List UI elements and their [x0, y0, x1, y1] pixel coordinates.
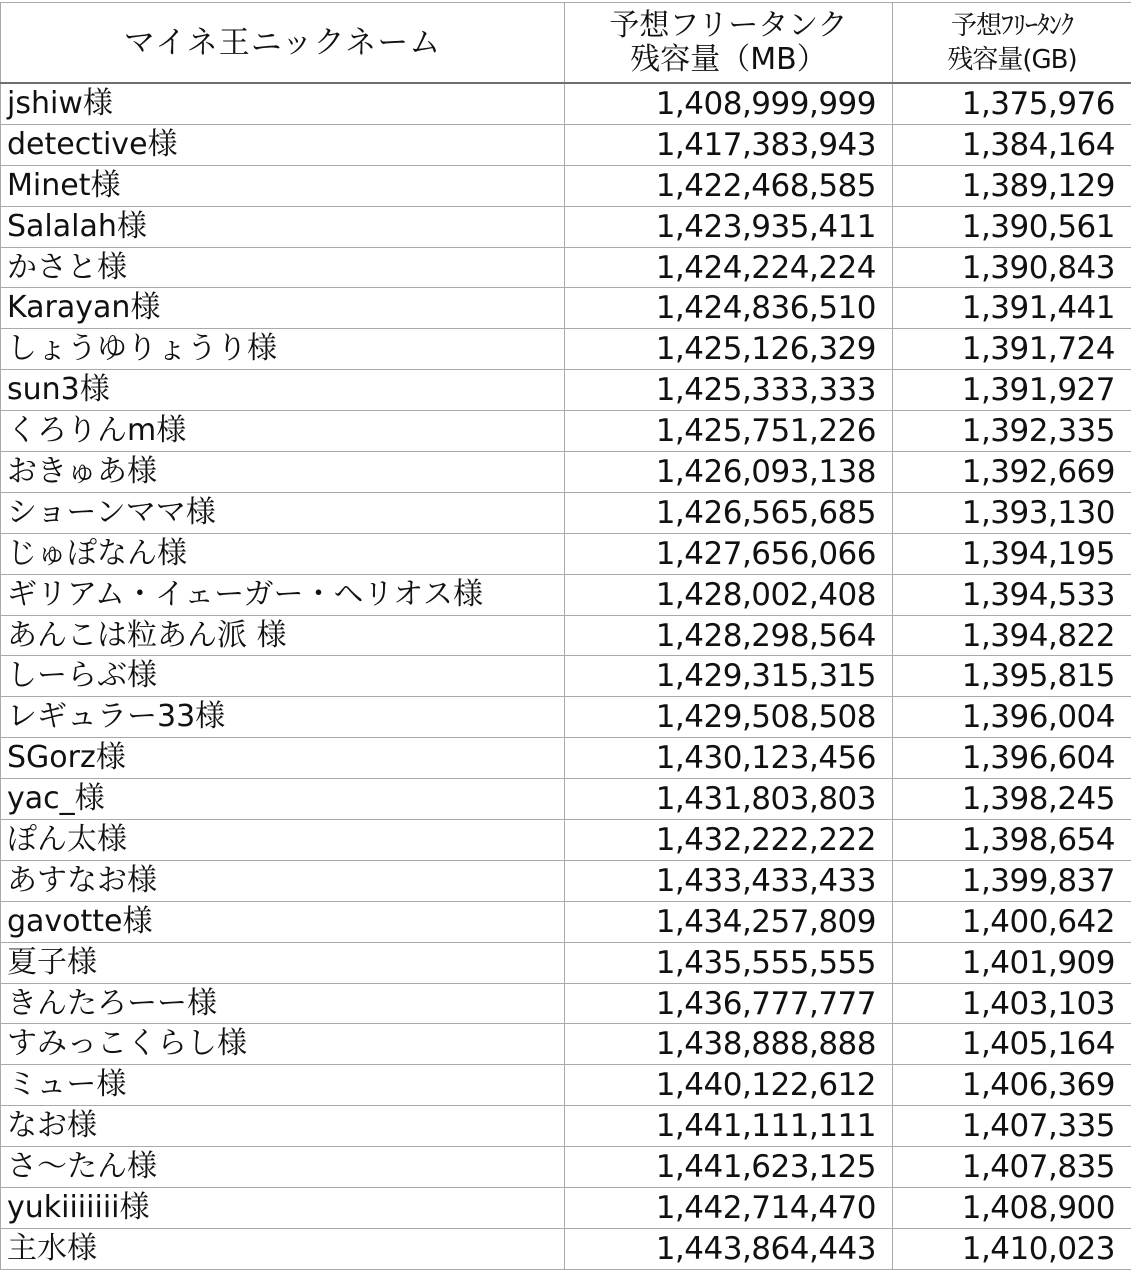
remaining-mb-cell[interactable]: 1,440,122,612	[565, 1065, 893, 1106]
table-row	[1, 533, 1131, 574]
nickname-cell[interactable]: なお様	[1, 1106, 565, 1147]
remaining-gb-cell[interactable]: 1,393,130	[893, 492, 1131, 533]
remaining-mb-cell[interactable]: 1,426,565,685	[565, 492, 893, 533]
remaining-gb-cell[interactable]: 1,407,835	[893, 1147, 1131, 1188]
remaining-mb-cell[interactable]: 1,424,836,510	[565, 288, 893, 329]
remaining-mb-cell[interactable]: 1,425,126,329	[565, 329, 893, 370]
remaining-mb-cell[interactable]: 1,417,383,943	[565, 124, 893, 165]
remaining-gb-cell[interactable]: 1,394,195	[893, 533, 1131, 574]
remaining-gb-cell[interactable]: 1,398,654	[893, 820, 1131, 861]
remaining-gb-cell[interactable]: 1,384,164	[893, 124, 1131, 165]
remaining-mb-cell[interactable]: 1,424,224,224	[565, 247, 893, 288]
remaining-gb-cell[interactable]: 1,391,927	[893, 370, 1131, 411]
header-mb-line2: 残容量（MB）	[630, 41, 827, 77]
remaining-mb-cell[interactable]: 1,441,111,111	[565, 1106, 893, 1147]
header-nickname[interactable]	[1, 3, 565, 84]
table-row	[1, 288, 1131, 329]
remaining-gb-cell[interactable]: 1,405,164	[893, 1024, 1131, 1065]
remaining-gb-cell[interactable]: 1,394,533	[893, 574, 1131, 615]
table-row	[1, 329, 1131, 370]
nickname-cell[interactable]: あんこは粒あん派 様	[1, 615, 565, 656]
table-row	[1, 656, 1131, 697]
table-row	[1, 452, 1131, 493]
remaining-gb-cell[interactable]: 1,390,843	[893, 247, 1131, 288]
table-row	[1, 206, 1131, 247]
header-gb-line1: 予想ﾌﾘｰﾀﾝｸ	[950, 10, 1073, 41]
nickname-cell[interactable]: くろりんm様	[1, 411, 565, 452]
nickname-cell[interactable]: yac_様	[1, 779, 565, 820]
header-remaining-mb[interactable]	[565, 3, 893, 84]
remaining-mb-cell[interactable]: 1,441,623,125	[565, 1147, 893, 1188]
nickname-cell[interactable]: おきゅあ様	[1, 452, 565, 493]
nickname-cell[interactable]: yukiiiiiii様	[1, 1188, 565, 1229]
table-row	[1, 83, 1131, 124]
nickname-cell[interactable]: レギュラー33様	[1, 697, 565, 738]
remaining-mb-cell[interactable]: 1,436,777,777	[565, 983, 893, 1024]
nickname-cell[interactable]: きんたろーー様	[1, 983, 565, 1024]
remaining-gb-cell[interactable]: 1,395,815	[893, 656, 1131, 697]
remaining-gb-cell[interactable]: 1,392,669	[893, 452, 1131, 493]
nickname-cell[interactable]: 夏子様	[1, 942, 565, 983]
nickname-cell[interactable]: ギリアム・イェーガー・ヘリオス様	[1, 574, 565, 615]
table-row	[1, 1147, 1131, 1188]
remaining-mb-cell[interactable]: 1,429,315,315	[565, 656, 893, 697]
table-row	[1, 820, 1131, 861]
remaining-mb-cell[interactable]: 1,425,751,226	[565, 411, 893, 452]
remaining-gb-cell[interactable]: 1,389,129	[893, 165, 1131, 206]
nickname-cell[interactable]: sun3様	[1, 370, 565, 411]
nickname-cell[interactable]: Salalah様	[1, 206, 565, 247]
remaining-gb-cell[interactable]: 1,391,724	[893, 329, 1131, 370]
remaining-mb-cell[interactable]: 1,442,714,470	[565, 1188, 893, 1229]
nickname-cell[interactable]: あすなお様	[1, 860, 565, 901]
nickname-cell[interactable]: SGorz様	[1, 738, 565, 779]
remaining-gb-cell[interactable]: 1,403,103	[893, 983, 1131, 1024]
nickname-cell[interactable]: detective様	[1, 124, 565, 165]
nickname-cell[interactable]: かさと様	[1, 247, 565, 288]
table-row	[1, 165, 1131, 206]
remaining-gb-cell[interactable]: 1,394,822	[893, 615, 1131, 656]
table-row	[1, 411, 1131, 452]
table-row	[1, 1024, 1131, 1065]
nickname-cell[interactable]: さ～たん様	[1, 1147, 565, 1188]
nickname-cell[interactable]: じゅぽなん様	[1, 533, 565, 574]
table-row	[1, 901, 1131, 942]
remaining-gb-cell[interactable]: 1,406,369	[893, 1065, 1131, 1106]
remaining-gb-cell[interactable]: 1,398,245	[893, 779, 1131, 820]
remaining-mb-cell[interactable]: 1,428,298,564	[565, 615, 893, 656]
remaining-gb-cell[interactable]: 1,396,604	[893, 738, 1131, 779]
header-gb-line2: 残容量(GB)	[947, 44, 1077, 75]
nickname-cell[interactable]: Minet様	[1, 165, 565, 206]
header-remaining-gb[interactable]	[893, 3, 1131, 84]
remaining-mb-cell[interactable]: 1,431,803,803	[565, 779, 893, 820]
remaining-gb-cell[interactable]: 1,399,837	[893, 860, 1131, 901]
remaining-mb-cell[interactable]: 1,426,093,138	[565, 452, 893, 493]
nickname-cell[interactable]: すみっこくらし様	[1, 1024, 565, 1065]
table-row	[1, 942, 1131, 983]
remaining-mb-cell[interactable]: 1,427,656,066	[565, 533, 893, 574]
nickname-cell[interactable]: Karayan様	[1, 288, 565, 329]
table-row	[1, 492, 1131, 533]
table-row	[1, 370, 1131, 411]
remaining-mb-cell[interactable]: 1,423,935,411	[565, 206, 893, 247]
remaining-gb-cell[interactable]: 1,375,976	[893, 83, 1131, 124]
remaining-mb-cell[interactable]: 1,443,864,443	[565, 1228, 893, 1269]
remaining-gb-cell[interactable]: 1,396,004	[893, 697, 1131, 738]
table-row	[1, 247, 1131, 288]
remaining-gb-cell[interactable]: 1,401,909	[893, 942, 1131, 983]
table-row	[1, 1228, 1131, 1269]
table-row	[1, 860, 1131, 901]
nickname-cell[interactable]: しーらぶ様	[1, 656, 565, 697]
remaining-mb-cell[interactable]: 1,429,508,508	[565, 697, 893, 738]
remaining-mb-cell[interactable]: 1,432,222,222	[565, 820, 893, 861]
remaining-mb-cell[interactable]: 1,438,888,888	[565, 1024, 893, 1065]
header-row	[1, 3, 1131, 84]
remaining-mb-cell[interactable]: 1,422,468,585	[565, 165, 893, 206]
nickname-cell[interactable]: 主水様	[1, 1228, 565, 1269]
remaining-mb-cell[interactable]: 1,435,555,555	[565, 942, 893, 983]
table-row	[1, 697, 1131, 738]
remaining-mb-cell[interactable]: 1,434,257,809	[565, 901, 893, 942]
remaining-gb-cell[interactable]: 1,390,561	[893, 206, 1131, 247]
nickname-cell[interactable]: ぽん太様	[1, 820, 565, 861]
header-nickname-label: マイネ王ニックネーム	[123, 24, 442, 61]
nickname-cell[interactable]: gavotte様	[1, 901, 565, 942]
table-row	[1, 738, 1131, 779]
table-row	[1, 779, 1131, 820]
table-row	[1, 574, 1131, 615]
remaining-gb-cell[interactable]: 1,408,900	[893, 1188, 1131, 1229]
table-row	[1, 124, 1131, 165]
nickname-cell[interactable]: jshiw様	[1, 83, 565, 124]
table-row	[1, 983, 1131, 1024]
remaining-gb-cell[interactable]: 1,410,023	[893, 1228, 1131, 1269]
remaining-mb-cell[interactable]: 1,408,999,999	[565, 83, 893, 124]
table-row	[1, 1106, 1131, 1147]
table-row	[1, 1188, 1131, 1229]
header-mb-line1: 予想フリータンク	[609, 7, 848, 43]
nickname-cell[interactable]: しょうゆりょうり様	[1, 329, 565, 370]
remaining-mb-cell[interactable]: 1,433,433,433	[565, 860, 893, 901]
nickname-cell[interactable]: ミュー様	[1, 1065, 565, 1106]
remaining-mb-cell[interactable]: 1,430,123,456	[565, 738, 893, 779]
remaining-gb-cell[interactable]: 1,400,642	[893, 901, 1131, 942]
free-tank-prediction-table	[0, 2, 1131, 1270]
table-row	[1, 1065, 1131, 1106]
remaining-gb-cell[interactable]: 1,391,441	[893, 288, 1131, 329]
remaining-mb-cell[interactable]: 1,425,333,333	[565, 370, 893, 411]
remaining-gb-cell[interactable]: 1,407,335	[893, 1106, 1131, 1147]
remaining-gb-cell[interactable]: 1,392,335	[893, 411, 1131, 452]
table-row	[1, 615, 1131, 656]
remaining-mb-cell[interactable]: 1,428,002,408	[565, 574, 893, 615]
nickname-cell[interactable]: ショーンママ様	[1, 492, 565, 533]
